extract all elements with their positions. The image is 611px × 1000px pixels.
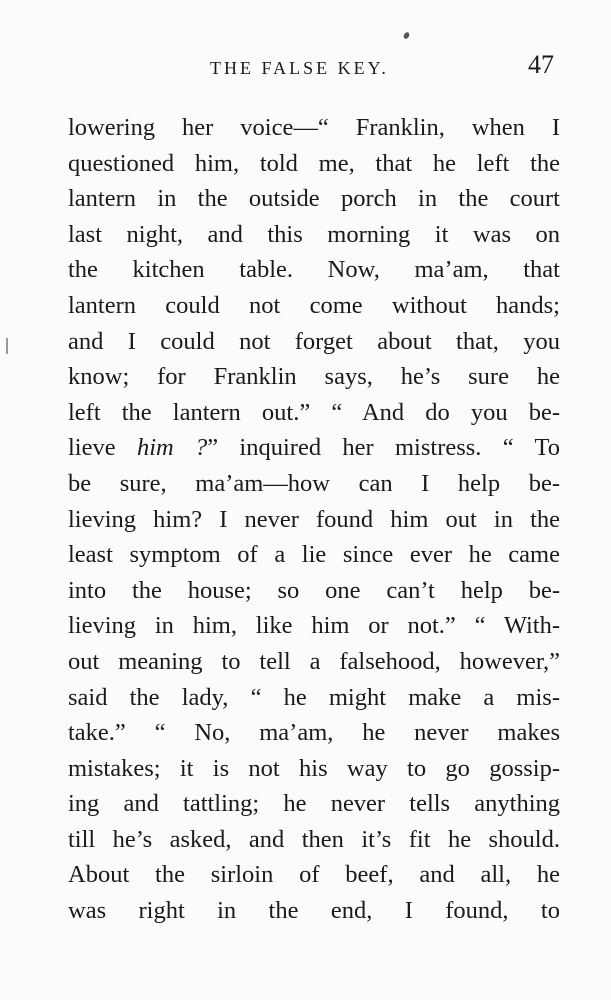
- running-head: THE FALSE KEY.: [210, 58, 389, 78]
- text-line: take.” “ No, ma’am, he never makes: [68, 719, 560, 747]
- text-line: know; for Franklin says, he’s sure he: [68, 363, 560, 391]
- text-line: and I could not forget about that, you: [68, 327, 560, 355]
- text-line: lantern in the outside porch in the court: [68, 185, 560, 213]
- text-line: ing and tattling; he never tells anything: [68, 790, 560, 818]
- text-line: left the lantern out.” “ And do you be-: [68, 398, 560, 426]
- text-line: questioned him, told me, that he left the: [68, 149, 560, 177]
- page-number: 47: [528, 50, 554, 79]
- text-line: lantern could not come without hands;: [68, 291, 560, 319]
- text-line: out meaning to tell a falsehood, however,”: [68, 647, 560, 675]
- text-line: last night, and this morning it was on: [68, 220, 560, 248]
- text-line: said the lady, “ he might make a mis-: [68, 683, 560, 711]
- text-line: least symptom of a lie since ever he came: [68, 541, 560, 569]
- text-line: was right in the end, I found, to: [68, 897, 560, 925]
- margin-mark: [6, 338, 8, 354]
- text-line: lieving in him, like him or not.” “ With-: [68, 612, 560, 640]
- italic-emphasis: him ?: [136, 434, 208, 462]
- text-line: mistakes; it is not his way to go gossip-: [68, 754, 560, 782]
- text-line: the kitchen table. Now, ma’am, that: [68, 256, 560, 284]
- text-line: till he’s asked, and then it’s fit he should.: [68, 825, 560, 853]
- text-line: lowering her voice—“ Franklin, when I: [68, 114, 560, 141]
- text-line: into the house; so one can’t help be-: [68, 576, 560, 604]
- line-prefix: lieve: [68, 434, 137, 462]
- ink-speck: [403, 31, 411, 40]
- text-line: lieving him? I never found him out in the: [68, 505, 560, 533]
- text-line: be sure, ma’am—how can I help be-: [68, 469, 560, 497]
- body-text: [68, 110, 560, 929]
- text-line: About the sirloin of beef, and all, he: [68, 861, 560, 889]
- text-line-with-italic: [68, 430, 560, 466]
- line-suffix: ” inquired her mistress. “ To: [207, 434, 560, 462]
